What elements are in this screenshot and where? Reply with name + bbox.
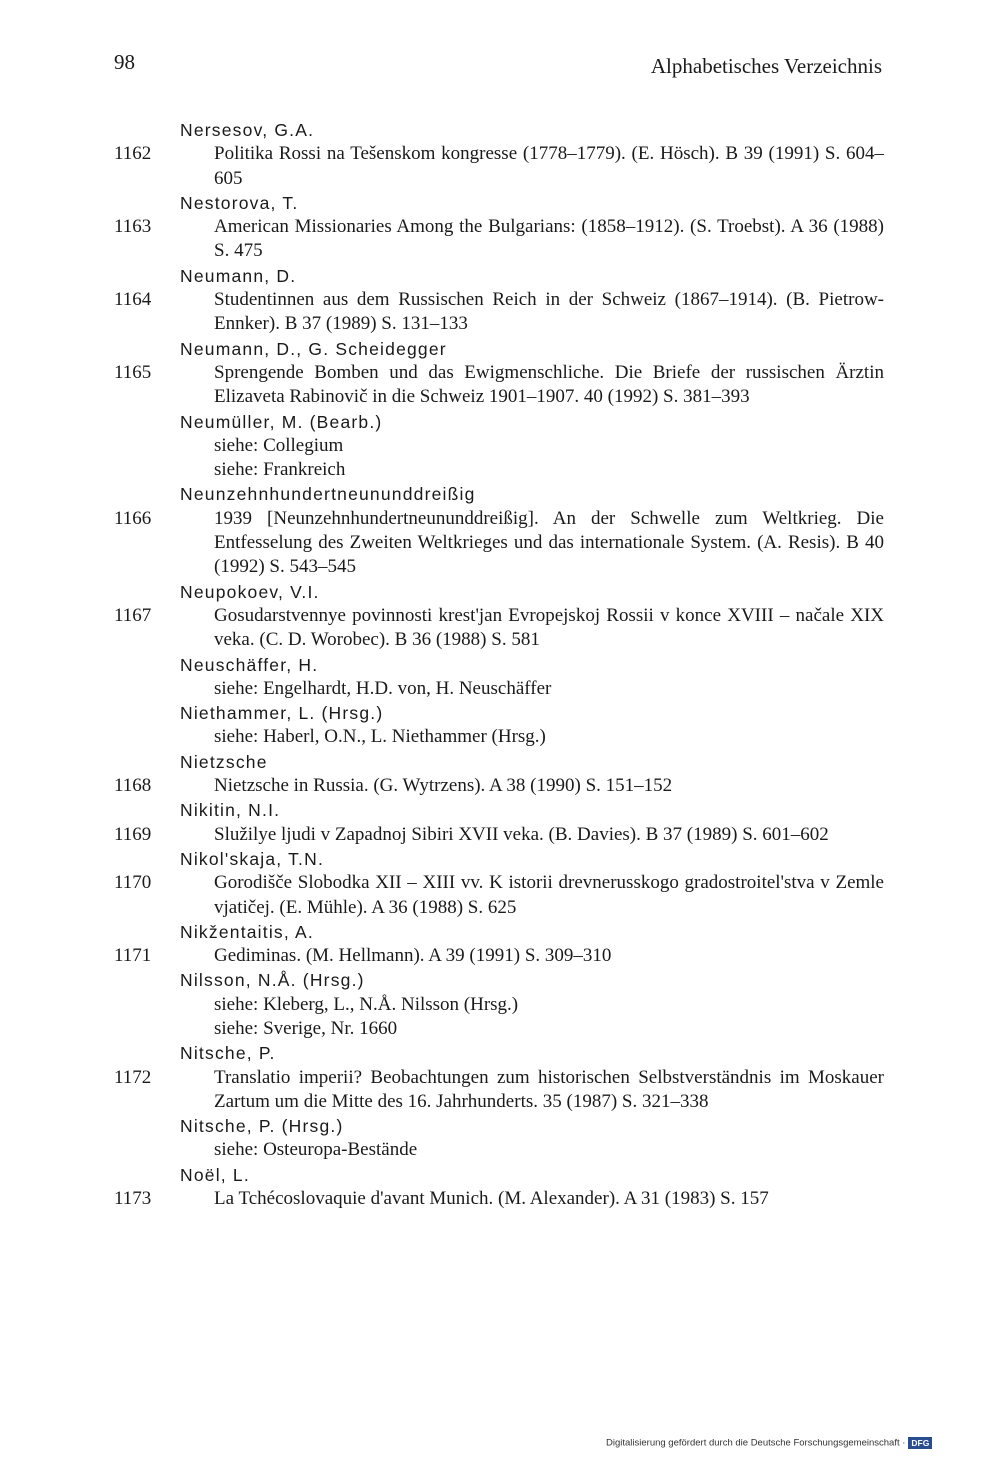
bibliography-entry <box>0 1066 1000 1115</box>
author-heading: Nikžentaitis, A. <box>180 921 314 942</box>
entry-number: 1171 <box>114 945 152 967</box>
cross-reference-text: siehe: Frankreich <box>214 459 346 481</box>
entry-text: Translatio imperii? Beobachtungen zum historischen Selbstverständnis im Moskauer Zartum um die Mitte des 16. Jahrhunderts. 35 (1987) S. 321–338 <box>214 1066 884 1112</box>
entry-text: Studentinnen aus dem Russischen Reich in der Schweiz (1867–1914). (B. Pietrow-Ennker). B 37 (1989) S. 131–133 <box>214 289 884 335</box>
entry-number: 1164 <box>114 289 152 311</box>
entry-text: Gosudarstvennye povinnosti krest'jan Evropejskoj Rossii v konce XVIII – načale XIX veka. (C. D. Worobec). B 36 (1988) S. 581 <box>214 604 884 651</box>
page-number: 98 <box>114 50 135 74</box>
credit-text: Digitalisierung gefördert durch die Deutsche Forschungsgemeinschaft · <box>606 1437 906 1449</box>
cross-reference-text: siehe: Sverige, Nr. 1660 <box>214 1017 398 1039</box>
running-head: Alphabetisches Verzeichnis <box>650 54 882 78</box>
author-heading: Nitsche, P. (Hrsg.) <box>180 1116 344 1137</box>
entry-text: Nietzsche in Russia. (G. Wytrzens). A 38 (1990) S. 151–152 <box>214 775 673 797</box>
bibliography-entry <box>0 944 1000 968</box>
entry-number: 1170 <box>114 872 152 894</box>
bibliography-entry <box>0 774 1000 798</box>
cross-reference-text: siehe: Kleberg, L., N.Å. Nilsson (Hrsg.) <box>214 993 519 1015</box>
cross-reference <box>0 1138 1000 1162</box>
index-entries <box>0 118 1000 1211</box>
bibliography-entry <box>0 507 1000 580</box>
entry-text: 1939 [Neunzehnhundertneununddreißig]. An der Schwelle zum Weltkrieg. Die Entfesselung des Zweiten Weltkrieges und das internationale System. (A. Resis). B 40 (1992) S. 543–545 <box>214 507 884 578</box>
entry-text: Služilye ljudi v Zapadnoj Sibiri XVII veka. (B. Davies). B 37 (1989) S. 601–602 <box>214 823 829 845</box>
author-heading: Niethammer, L. (Hrsg.) <box>180 703 384 724</box>
author-heading: Neumann, D., G. Scheidegger <box>180 338 447 359</box>
entry-number: 1165 <box>114 361 152 383</box>
author-heading: Neunzehnhundertneununddreißig <box>180 484 476 505</box>
bibliography-entry <box>0 142 1000 191</box>
author-heading: Nikol'skaja, T.N. <box>180 848 325 869</box>
entry-text: American Missionaries Among the Bulgarians: (1858–1912). (S. Troebst). A 36 (1988) S. 475 <box>214 216 884 262</box>
entry-number: 1163 <box>114 216 152 238</box>
cross-reference <box>0 434 1000 458</box>
dfg-logo: DFG <box>908 1437 932 1449</box>
bibliography-entry <box>0 1187 1000 1211</box>
digitization-credit <box>606 1437 992 1449</box>
author-heading: Nietzsche <box>180 751 268 772</box>
cross-reference-text: siehe: Collegium <box>214 434 344 456</box>
author-heading: Nikitin, N.I. <box>180 800 281 821</box>
entry-text: Sprengende Bomben und das Ewigmenschliche. Die Briefe der russischen Ärztin Elizaveta Rabinovič in die Schweiz 1901–1907. 40 (1992) S. 381–393 <box>214 361 884 408</box>
entry-text: Politika Rossi na Tešenskom kongresse (1778–1779). (E. Hösch). B 39 (1991) S. 604–605 <box>214 143 884 189</box>
cross-reference-text: siehe: Osteuropa-Bestände <box>214 1139 418 1161</box>
entry-number: 1168 <box>114 775 152 797</box>
bibliography-entry <box>0 823 1000 847</box>
cross-reference-text: siehe: Engelhardt, H.D. von, H. Neuschäffer <box>214 677 552 699</box>
author-heading: Noël, L. <box>180 1164 250 1185</box>
bibliography-entry <box>0 871 1000 920</box>
entry-number: 1166 <box>114 507 152 529</box>
author-heading: Neumann, D. <box>180 265 297 286</box>
author-heading: Nestorova, T. <box>180 192 299 213</box>
entry-text: La Tchécoslovaquie d'avant Munich. (M. Alexander). A 31 (1983) S. 157 <box>214 1188 769 1210</box>
bibliography-entry <box>0 361 1000 410</box>
cross-reference <box>0 677 1000 701</box>
entry-text: Gorodišče Slobodka XII – XIII vv. K istorii drevnerusskogo gradostroitel'stva v Zemle vjatičej. (E. Mühle). A 36 (1988) S. 625 <box>214 872 884 918</box>
author-heading: Neupokoev, V.I. <box>180 581 320 602</box>
cross-reference <box>0 725 1000 749</box>
cross-reference-text: siehe: Haberl, O.N., L. Niethammer (Hrsg.) <box>214 726 546 748</box>
entry-text: Gediminas. (M. Hellmann). A 39 (1991) S. 309–310 <box>214 945 612 967</box>
bibliography-entry <box>0 215 1000 264</box>
cross-reference <box>0 458 1000 482</box>
bibliography-entry <box>0 604 1000 653</box>
cross-reference <box>0 993 1000 1017</box>
entry-number: 1173 <box>114 1188 152 1210</box>
author-heading: Nitsche, P. <box>180 1043 276 1064</box>
author-heading: Neuschäffer, H. <box>180 654 319 675</box>
entry-number: 1162 <box>114 143 152 165</box>
entry-number: 1169 <box>114 823 152 845</box>
author-heading: Nilsson, N.Å. (Hrsg.) <box>180 970 365 991</box>
author-heading: Neumüller, M. (Bearb.) <box>180 411 383 432</box>
cross-reference <box>0 1017 1000 1041</box>
entry-number: 1167 <box>114 604 152 626</box>
bibliography-entry <box>0 288 1000 337</box>
author-heading: Nersesov, G.A. <box>180 120 315 140</box>
entry-number: 1172 <box>114 1066 152 1088</box>
